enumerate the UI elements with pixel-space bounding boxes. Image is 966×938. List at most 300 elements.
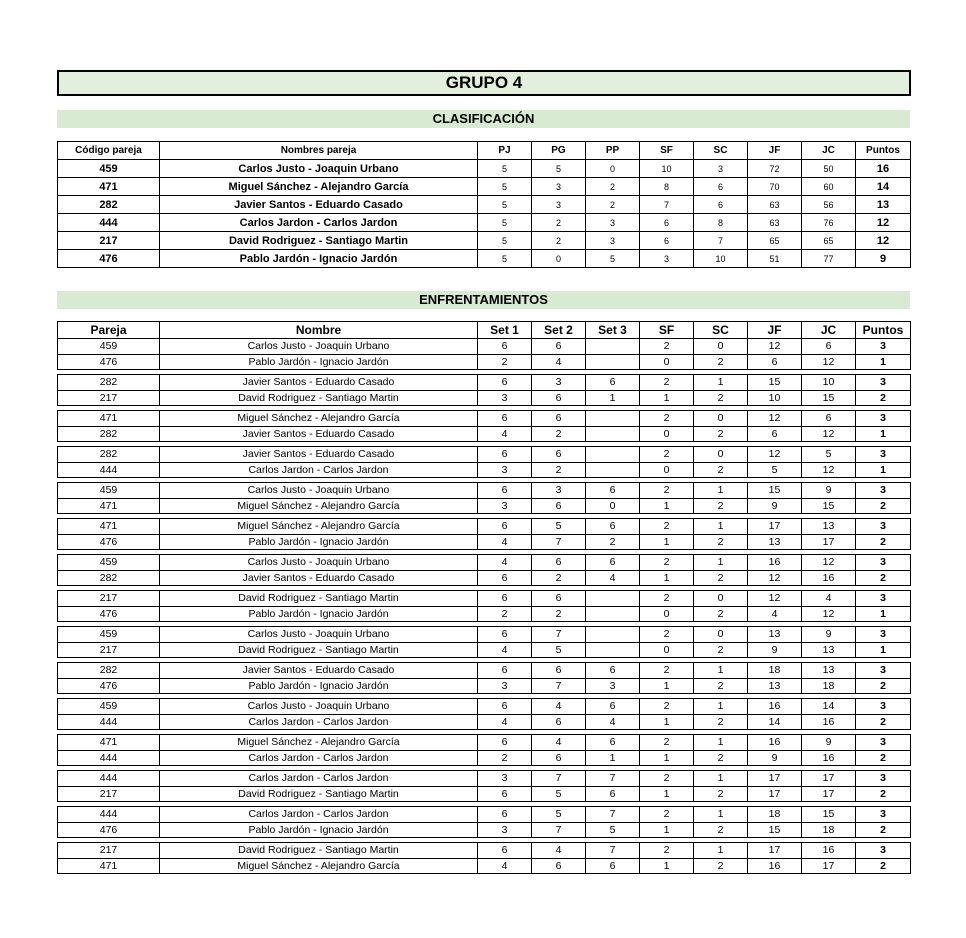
table-cell: 4 [478, 714, 532, 730]
table-cell: 2 [694, 498, 748, 514]
table-cell: Miguel Sánchez - Alejandro García [160, 178, 478, 196]
table-cell: 1 [694, 663, 748, 679]
table-cell: 8 [640, 178, 694, 196]
enfrentamientos-heading: ENFRENTAMIENTOS [57, 291, 910, 309]
table-cell: 282 [58, 426, 160, 442]
table-cell: 3 [856, 807, 911, 823]
table-cell: 16 [802, 750, 856, 766]
table-cell [586, 462, 640, 478]
table-cell: 459 [58, 699, 160, 715]
table-cell: Carlos Jardon - Carlos Jardon [160, 214, 478, 232]
table-cell: 471 [58, 498, 160, 514]
table-cell: 2 [640, 771, 694, 787]
table-cell: 6 [478, 786, 532, 802]
table-cell: Javier Santos - Eduardo Casado [160, 447, 478, 463]
table-cell: 217 [58, 390, 160, 406]
match-row [58, 699, 911, 715]
table-cell: 471 [58, 411, 160, 427]
table-cell: 7 [532, 534, 586, 550]
table-cell: 2 [640, 339, 694, 355]
table-cell: 7 [532, 678, 586, 694]
table-cell: 17 [748, 519, 802, 535]
table-cell: 1 [640, 390, 694, 406]
table-cell: Javier Santos - Eduardo Casado [160, 196, 478, 214]
table-cell: Carlos Justo - Joaquin Urbano [160, 160, 478, 178]
table-cell: Carlos Justo - Joaquin Urbano [160, 339, 478, 355]
match-row [58, 750, 911, 766]
table-cell: 6 [586, 699, 640, 715]
table-cell [586, 627, 640, 643]
table-cell: 5 [478, 196, 532, 214]
match-row [58, 570, 911, 586]
table-cell: 6 [478, 411, 532, 427]
table-cell: 3 [694, 160, 748, 178]
table-cell: 5 [478, 232, 532, 250]
match-row [58, 411, 911, 427]
column-header: Código pareja [58, 142, 160, 160]
table-cell [586, 411, 640, 427]
table-cell: 17 [748, 771, 802, 787]
table-cell: 3 [856, 483, 911, 499]
table-cell: 3 [856, 591, 911, 607]
table-cell: 471 [58, 178, 160, 196]
table-cell: 2 [856, 534, 911, 550]
table-cell [586, 642, 640, 658]
table-cell: 76 [802, 214, 856, 232]
match-row [58, 555, 911, 571]
table-cell: 3 [856, 411, 911, 427]
table-cell: 0 [640, 354, 694, 370]
table-cell: 1 [640, 750, 694, 766]
table-cell: 4 [478, 555, 532, 571]
column-header: PP [586, 142, 640, 160]
table-cell: 6 [478, 483, 532, 499]
table-cell: Carlos Justo - Joaquin Urbano [160, 483, 478, 499]
table-cell: 63 [748, 214, 802, 232]
table-cell: Pablo Jardón - Ignacio Jardón [160, 822, 478, 838]
table-cell: 18 [748, 807, 802, 823]
table-cell: 6 [802, 411, 856, 427]
table-cell: 8 [694, 214, 748, 232]
table-cell: 6 [478, 843, 532, 859]
table-cell: 3 [856, 735, 911, 751]
table-cell: 2 [640, 663, 694, 679]
table-cell: 7 [586, 807, 640, 823]
table-cell: 6 [532, 498, 586, 514]
table-cell: 2 [694, 642, 748, 658]
table-cell: 217 [58, 232, 160, 250]
table-cell: 2 [586, 196, 640, 214]
table-cell [586, 447, 640, 463]
table-cell: David Rodriguez - Santiago Martin [160, 591, 478, 607]
table-cell: 2 [640, 555, 694, 571]
column-header: Nombre [160, 322, 478, 339]
table-cell: Pablo Jardón - Ignacio Jardón [160, 354, 478, 370]
table-cell: 17 [802, 786, 856, 802]
table-cell: 282 [58, 447, 160, 463]
table-cell: 2 [640, 627, 694, 643]
table-cell: 4 [532, 699, 586, 715]
table-cell: 15 [748, 822, 802, 838]
table-cell: 444 [58, 750, 160, 766]
page-title: GRUPO 4 [57, 70, 911, 96]
table-cell: 16 [802, 714, 856, 730]
table-cell: 1 [640, 822, 694, 838]
table-cell: Miguel Sánchez - Alejandro García [160, 411, 478, 427]
table-cell: 2 [640, 447, 694, 463]
table-cell: 2 [856, 822, 911, 838]
table-cell: 444 [58, 807, 160, 823]
table-cell: 6 [532, 663, 586, 679]
table-cell: 3 [478, 462, 532, 478]
table-cell: 2 [694, 354, 748, 370]
table-cell: 0 [694, 411, 748, 427]
table-cell: 7 [532, 822, 586, 838]
match-row [58, 735, 911, 751]
table-cell: 17 [748, 843, 802, 859]
table-cell: 2 [640, 843, 694, 859]
match-row [58, 858, 911, 874]
table-cell: 6 [532, 858, 586, 874]
table-cell: 444 [58, 462, 160, 478]
table-cell: Javier Santos - Eduardo Casado [160, 570, 478, 586]
table-cell: 459 [58, 483, 160, 499]
table-cell: 6 [748, 354, 802, 370]
table-cell: 10 [694, 250, 748, 268]
table-cell: Carlos Jardon - Carlos Jardon [160, 771, 478, 787]
table-cell: Miguel Sánchez - Alejandro García [160, 519, 478, 535]
column-header: JF [748, 322, 802, 339]
table-cell: 6 [532, 591, 586, 607]
table-cell: 5 [532, 519, 586, 535]
table-cell: 6 [478, 627, 532, 643]
table-cell: 0 [640, 606, 694, 622]
table-cell: 12 [748, 447, 802, 463]
table-cell: 476 [58, 606, 160, 622]
table-cell: Miguel Sánchez - Alejandro García [160, 735, 478, 751]
table-cell: Pablo Jardón - Ignacio Jardón [160, 606, 478, 622]
table-cell: Pablo Jardón - Ignacio Jardón [160, 678, 478, 694]
table-cell: 6 [532, 750, 586, 766]
table-cell: 4 [532, 354, 586, 370]
table-cell: 3 [856, 699, 911, 715]
table-cell: 1 [856, 462, 911, 478]
table-cell: 2 [640, 411, 694, 427]
table-cell: 6 [586, 519, 640, 535]
table-cell: 12 [748, 411, 802, 427]
table-cell: 2 [640, 483, 694, 499]
table-cell: 50 [802, 160, 856, 178]
table-cell: 1 [640, 570, 694, 586]
table-cell: 471 [58, 519, 160, 535]
table-cell: 3 [586, 232, 640, 250]
table-cell: 17 [802, 534, 856, 550]
table-cell [586, 426, 640, 442]
match-row [58, 447, 911, 463]
table-cell: 476 [58, 678, 160, 694]
table-cell: 6 [478, 735, 532, 751]
table-cell: 4 [478, 426, 532, 442]
table-cell: 2 [694, 714, 748, 730]
match-row [58, 642, 911, 658]
table-cell: 9 [802, 627, 856, 643]
table-cell: 459 [58, 160, 160, 178]
table-cell: 1 [856, 354, 911, 370]
table-cell: 476 [58, 534, 160, 550]
table-cell: 6 [478, 375, 532, 391]
table-cell: 17 [802, 771, 856, 787]
column-header: SF [640, 322, 694, 339]
table-cell: 6 [586, 483, 640, 499]
table-cell: 444 [58, 771, 160, 787]
table-cell: Pablo Jardón - Ignacio Jardón [160, 250, 478, 268]
table-cell: 2 [694, 822, 748, 838]
table-cell: 9 [802, 483, 856, 499]
standings-row [58, 178, 911, 196]
table-cell: 217 [58, 642, 160, 658]
table-cell: 2 [694, 678, 748, 694]
table-cell: 3 [856, 519, 911, 535]
table-cell: 10 [748, 390, 802, 406]
table-cell: 1 [856, 642, 911, 658]
table-cell [586, 606, 640, 622]
table-cell: 1 [694, 771, 748, 787]
table-cell: 5 [802, 447, 856, 463]
table-cell: 459 [58, 627, 160, 643]
table-cell: 65 [802, 232, 856, 250]
table-cell: 2 [694, 534, 748, 550]
table-cell: 3 [856, 447, 911, 463]
table-cell: Javier Santos - Eduardo Casado [160, 375, 478, 391]
match-row [58, 807, 911, 823]
table-cell: 6 [586, 375, 640, 391]
table-cell: 4 [478, 858, 532, 874]
match-row [58, 354, 911, 370]
table-cell: 16 [748, 735, 802, 751]
table-cell: 2 [694, 426, 748, 442]
table-cell: 6 [640, 214, 694, 232]
table-cell: 217 [58, 786, 160, 802]
table-cell: 13 [856, 196, 911, 214]
table-cell: 1 [694, 807, 748, 823]
table-cell: 282 [58, 663, 160, 679]
table-cell: 6 [478, 570, 532, 586]
table-cell: 18 [802, 822, 856, 838]
table-cell: Miguel Sánchez - Alejandro García [160, 858, 478, 874]
table-cell: 15 [748, 483, 802, 499]
table-cell: 476 [58, 250, 160, 268]
column-header: SC [694, 322, 748, 339]
table-cell: 476 [58, 822, 160, 838]
table-cell: 0 [694, 591, 748, 607]
match-row [58, 375, 911, 391]
table-cell: Pablo Jardón - Ignacio Jardón [160, 534, 478, 550]
table-cell: 2 [694, 858, 748, 874]
table-cell: 16 [748, 555, 802, 571]
table-cell: 13 [802, 519, 856, 535]
table-cell: 282 [58, 375, 160, 391]
table-cell: 6 [586, 555, 640, 571]
match-row [58, 678, 911, 694]
match-row [58, 714, 911, 730]
table-cell [586, 591, 640, 607]
column-header: JC [802, 142, 856, 160]
table-cell: 2 [640, 807, 694, 823]
column-header: Nombres pareja [160, 142, 478, 160]
table-cell: 2 [532, 606, 586, 622]
table-cell: 3 [478, 678, 532, 694]
column-header: Puntos [856, 142, 911, 160]
table-cell: 12 [802, 426, 856, 442]
standings-row [58, 250, 911, 268]
table-cell: 2 [694, 570, 748, 586]
match-row [58, 771, 911, 787]
table-cell: 15 [748, 375, 802, 391]
table-cell: 6 [478, 663, 532, 679]
table-cell: 10 [640, 160, 694, 178]
table-cell: 5 [478, 214, 532, 232]
standings-row [58, 214, 911, 232]
table-cell: 2 [640, 735, 694, 751]
table-cell: 9 [856, 250, 911, 268]
table-cell: 6 [478, 807, 532, 823]
table-cell: 471 [58, 858, 160, 874]
table-cell: 4 [532, 843, 586, 859]
table-cell: David Rodriguez - Santiago Martin [160, 390, 478, 406]
match-row [58, 822, 911, 838]
table-cell: 5 [532, 786, 586, 802]
match-row [58, 627, 911, 643]
table-cell: 7 [532, 627, 586, 643]
table-cell: 0 [640, 426, 694, 442]
column-header: SC [694, 142, 748, 160]
table-cell: 3 [586, 678, 640, 694]
table-cell: 5 [532, 642, 586, 658]
table-cell: 5 [478, 250, 532, 268]
table-cell: 3 [856, 663, 911, 679]
table-cell: 2 [856, 786, 911, 802]
table-cell: 12 [856, 214, 911, 232]
table-cell: 6 [640, 232, 694, 250]
table-cell: Carlos Justo - Joaquin Urbano [160, 555, 478, 571]
table-cell [586, 339, 640, 355]
table-cell: Carlos Jardon - Carlos Jardon [160, 714, 478, 730]
table-cell: 2 [586, 178, 640, 196]
table-cell: 10 [802, 375, 856, 391]
table-cell: 51 [748, 250, 802, 268]
table-cell: 5 [478, 178, 532, 196]
table-cell: 0 [694, 447, 748, 463]
table-cell: 14 [856, 178, 911, 196]
table-cell: 13 [748, 678, 802, 694]
table-cell: 3 [478, 390, 532, 406]
table-cell: 2 [478, 750, 532, 766]
table-cell: 6 [478, 339, 532, 355]
table-cell: 12 [856, 232, 911, 250]
match-row [58, 663, 911, 679]
table-cell: 2 [532, 426, 586, 442]
column-header: JC [802, 322, 856, 339]
column-header: PJ [478, 142, 532, 160]
table-cell: 77 [802, 250, 856, 268]
clasificacion-table [57, 141, 911, 268]
table-cell: 3 [478, 498, 532, 514]
table-cell: 12 [748, 570, 802, 586]
table-cell: 7 [532, 771, 586, 787]
table-cell: 16 [802, 570, 856, 586]
table-cell: 1 [640, 498, 694, 514]
table-cell: 3 [856, 339, 911, 355]
table-cell: 7 [586, 771, 640, 787]
enfrentamientos-header-row [58, 322, 911, 339]
table-cell: 6 [802, 339, 856, 355]
table-cell: 13 [748, 534, 802, 550]
table-cell: 15 [802, 498, 856, 514]
table-cell: 63 [748, 196, 802, 214]
table-cell: 15 [802, 390, 856, 406]
table-cell: 9 [802, 735, 856, 751]
table-cell: Carlos Jardon - Carlos Jardon [160, 462, 478, 478]
table-cell: 6 [748, 426, 802, 442]
clasificacion-heading: CLASIFICACIÓN [57, 110, 910, 128]
table-cell: 6 [532, 714, 586, 730]
table-cell: 1 [640, 714, 694, 730]
table-cell: 6 [694, 196, 748, 214]
table-cell: 6 [478, 699, 532, 715]
table-cell: 0 [640, 462, 694, 478]
table-cell: 0 [640, 642, 694, 658]
table-cell: 3 [856, 375, 911, 391]
table-cell: 70 [748, 178, 802, 196]
table-cell: 16 [748, 858, 802, 874]
match-row [58, 483, 911, 499]
table-cell: Javier Santos - Eduardo Casado [160, 426, 478, 442]
table-cell: 2 [694, 750, 748, 766]
table-cell: 2 [640, 375, 694, 391]
table-cell: 4 [586, 570, 640, 586]
table-cell: 476 [58, 354, 160, 370]
table-cell: 4 [748, 606, 802, 622]
table-cell: 6 [478, 447, 532, 463]
column-header: Set 3 [586, 322, 640, 339]
table-cell: 471 [58, 735, 160, 751]
table-cell: 6 [532, 411, 586, 427]
table-cell: 5 [586, 822, 640, 838]
table-cell: 2 [532, 462, 586, 478]
table-cell: 3 [856, 627, 911, 643]
table-cell: 7 [586, 843, 640, 859]
column-header: SF [640, 142, 694, 160]
table-cell: David Rodriguez - Santiago Martin [160, 843, 478, 859]
table-cell: Miguel Sánchez - Alejandro García [160, 498, 478, 514]
match-row [58, 591, 911, 607]
enfrentamientos-table [57, 321, 911, 874]
table-cell: 1 [694, 555, 748, 571]
table-cell: Javier Santos - Eduardo Casado [160, 663, 478, 679]
table-cell: 6 [532, 339, 586, 355]
table-cell: 2 [532, 570, 586, 586]
match-row [58, 606, 911, 622]
table-cell: 6 [532, 555, 586, 571]
table-cell: 18 [748, 663, 802, 679]
table-cell: 459 [58, 339, 160, 355]
table-cell: 5 [532, 807, 586, 823]
match-row [58, 426, 911, 442]
table-cell: 13 [802, 642, 856, 658]
table-cell: 0 [694, 627, 748, 643]
table-cell: 7 [640, 196, 694, 214]
table-cell: 2 [640, 519, 694, 535]
